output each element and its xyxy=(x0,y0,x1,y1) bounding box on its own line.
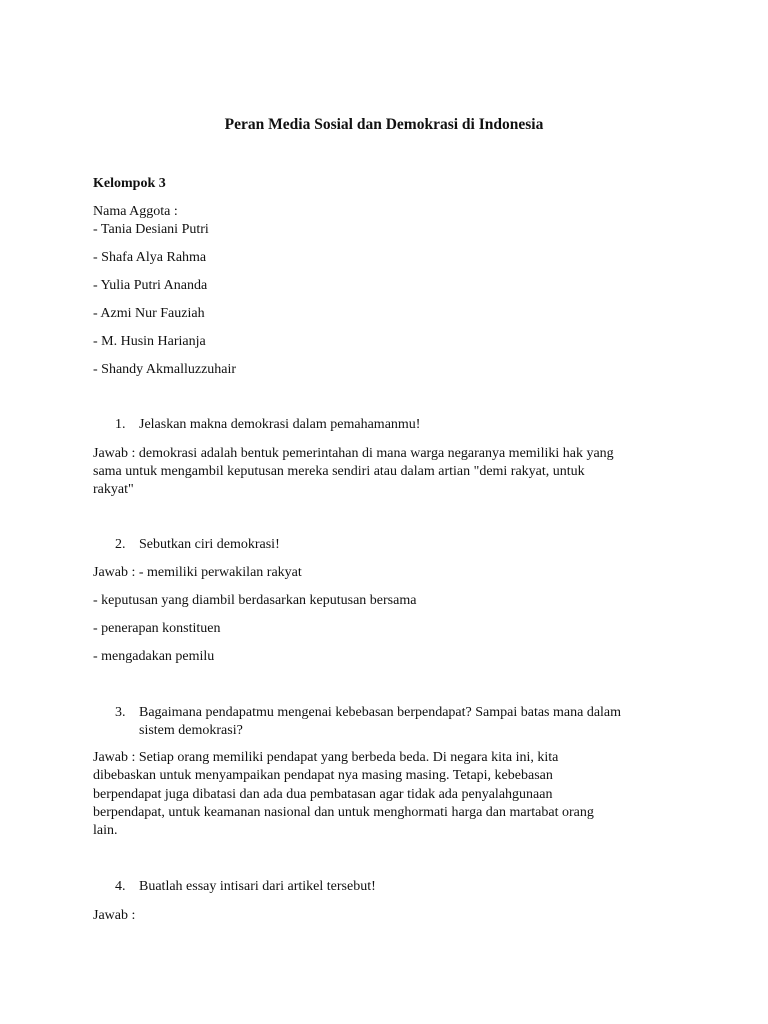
answer-line: - keputusan yang diambil berdasarkan keputusan bersama xyxy=(93,593,417,608)
member-item: - Shandy Akmalluzzuhair xyxy=(93,362,237,377)
document-title: Peran Media Sosial dan Demokrasi di Indonesia xyxy=(224,116,544,133)
question-text: Sebutkan ciri demokrasi! xyxy=(139,537,280,552)
member-item: - Azmi Nur Fauziah xyxy=(93,306,205,321)
answer-line: sama untuk mengambil keputusan mereka sendiri atau dalam artian "demi rakyat, untuk xyxy=(93,464,585,479)
question-number: 1. xyxy=(115,417,126,432)
member-item: - M. Husin Harianja xyxy=(93,334,206,349)
answer-line: Jawab : demokrasi adalah bentuk pemerintahan di mana warga negaranya memiliki hak yang xyxy=(93,446,614,461)
answer-line: - mengadakan pemilu xyxy=(93,649,215,664)
question-number: 4. xyxy=(115,879,126,894)
question-text: Bagaimana pendapatmu mengenai kebebasan berpendapat? Sampai batas mana dalam xyxy=(139,705,622,720)
question-number: 2. xyxy=(115,537,126,552)
answer-line: berpendapat juga dibatasi dan ada dua pembatasan agar tidak ada penyalahgunaan xyxy=(93,787,553,802)
answer-line: Jawab : xyxy=(93,908,136,923)
members-label: Nama Aggota : xyxy=(93,204,178,219)
answer-line: berpendapat, untuk keamanan nasional dan untuk menghormati harga dan martabat orang xyxy=(93,805,594,820)
question-text: Jelaskan makna demokrasi dalam pemahamanmu! xyxy=(139,417,421,432)
member-item: - Shafa Alya Rahma xyxy=(93,250,207,265)
answer-line: lain. xyxy=(93,823,118,838)
member-item: - Tania Desiani Putri xyxy=(93,222,209,237)
group-label: Kelompok 3 xyxy=(93,176,166,191)
answer-line: dibebaskan untuk menyampaikan pendapat nya masing masing. Tetapi, kebebasan xyxy=(93,768,553,783)
question-number: 3. xyxy=(115,705,126,720)
answer-line: Jawab : - memiliki perwakilan rakyat xyxy=(93,565,302,580)
question-text: sistem demokrasi? xyxy=(139,723,243,738)
member-item: - Yulia Putri Ananda xyxy=(93,278,208,293)
answer-line: - penerapan konstituen xyxy=(93,621,221,636)
answer-line: Jawab : Setiap orang memiliki pendapat yang berbeda beda. Di negara kita ini, kita xyxy=(93,750,559,765)
answer-line: rakyat" xyxy=(93,482,134,497)
question-text: Buatlah essay intisari dari artikel tersebut! xyxy=(139,879,376,894)
